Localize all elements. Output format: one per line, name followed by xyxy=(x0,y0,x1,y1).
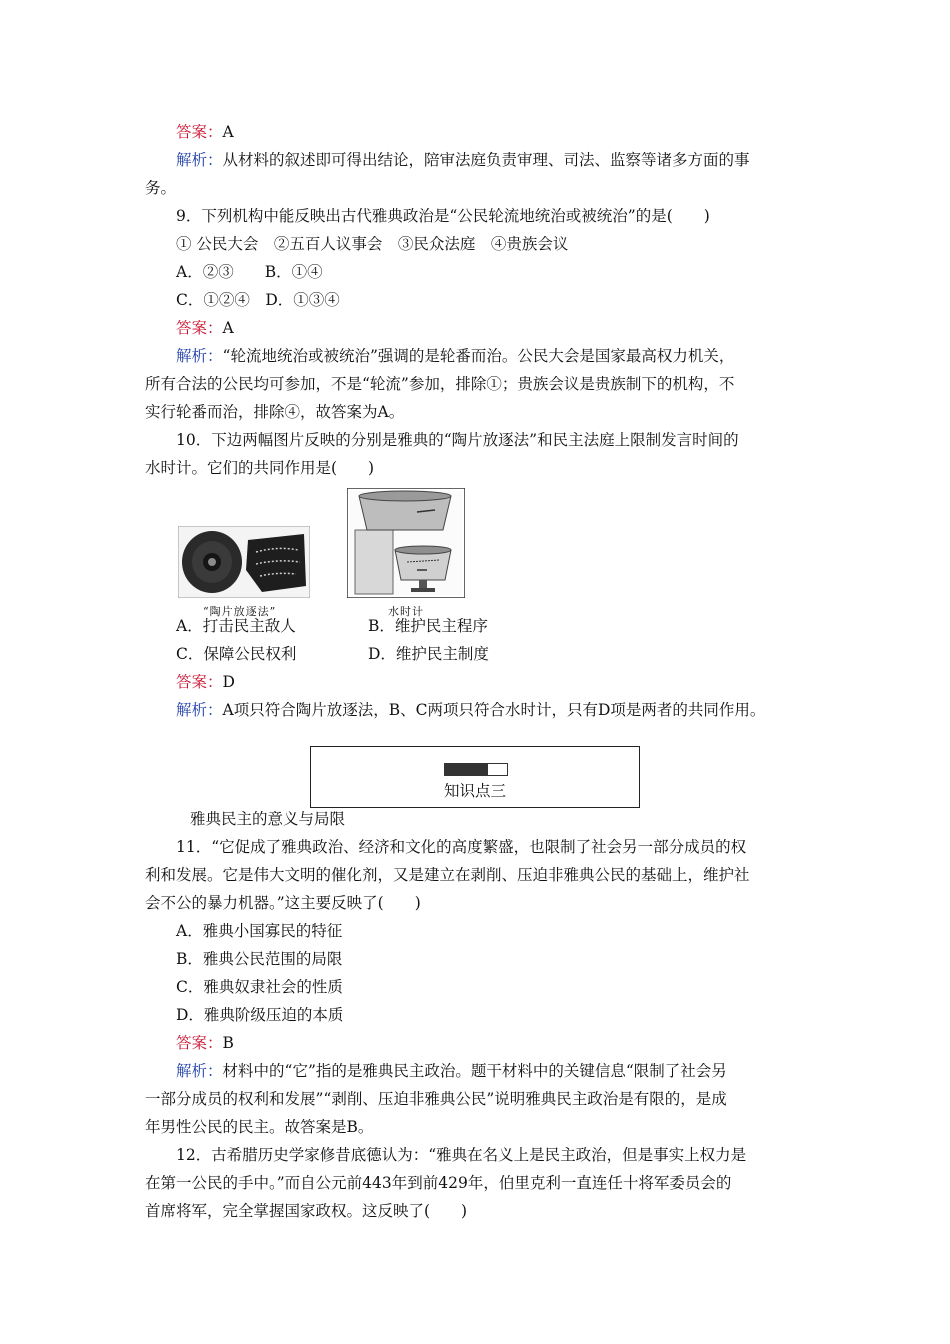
knowledge-point-bar-icon xyxy=(444,763,508,776)
analysis-text: “轮流地统治或被统治”强调的是轮番而治。公民大会是国家最高权力机关， xyxy=(222,347,735,365)
q11-stem-cont: 会不公的暴力机器。”这主要反映了( ) xyxy=(145,894,421,912)
knowledge-point-box xyxy=(310,746,640,808)
answer-value: A xyxy=(222,319,234,337)
q11-option-b: B．雅典公民范围的局限 xyxy=(176,950,343,968)
answer-value: B xyxy=(222,1034,234,1052)
q10-stem: 10．下边两幅图片反映的分别是雅典的“陶片放逐法”和民主法庭上限制发言时间的 xyxy=(176,431,739,449)
answer-label: 答案： xyxy=(176,1034,223,1052)
q9-options-row1: A．②③ B．①④ xyxy=(176,263,323,281)
q10-option-a: A．打击民主敌人 xyxy=(176,617,296,635)
q10-analysis xyxy=(176,699,841,721)
q11-option-d: D．雅典阶级压迫的本质 xyxy=(176,1006,344,1024)
q10-option-d: D．维护民主制度 xyxy=(368,645,489,663)
analysis-text: 从材料的叙述即可得出结论，陪审法庭负责审理、司法、监察等诸多方面的事 xyxy=(222,151,750,169)
analysis-label: 解析： xyxy=(176,701,223,719)
q9-analysis xyxy=(176,345,841,367)
q11-stem-cont: 利和发展。它是伟大文明的催化剂，又是建立在剥削、压迫非雅典公民的基础上，维护社 xyxy=(145,866,750,884)
q10-option-b: B．维护民主程序 xyxy=(368,617,488,635)
q9-answer xyxy=(176,317,841,339)
answer-label: 答案： xyxy=(176,673,223,691)
answer-value: A xyxy=(222,123,234,141)
analysis-label: 解析： xyxy=(176,151,223,169)
ostracon-caption: “陶片放逐法” xyxy=(203,605,277,618)
water-clock-photo xyxy=(347,488,465,598)
q11-analysis-cont: 一部分成员的权利和发展”“剥削、压迫非雅典公民”说明雅典民主政治是有限的，是成 xyxy=(145,1090,727,1108)
q8-analysis xyxy=(176,149,841,171)
q11-option-a: A．雅典小国寡民的特征 xyxy=(176,922,343,940)
q12-stem-cont: 在第一公民的手中。”而自公元前443年到前429年，伯里克利一直连任十将军委员会的 xyxy=(145,1174,732,1192)
q8-analysis-cont: 务。 xyxy=(145,179,177,197)
q11-answer xyxy=(176,1032,841,1054)
q11-option-c: C．雅典奴隶社会的性质 xyxy=(176,978,343,996)
q10-stem-cont: 水时计。它们的共同作用是( ) xyxy=(145,459,375,477)
answer-label: 答案： xyxy=(176,123,223,141)
analysis-label: 解析： xyxy=(176,1062,223,1080)
answer-value: D xyxy=(222,673,235,691)
q11-analysis-cont: 年男性公民的民主。故答案是B。 xyxy=(145,1118,374,1136)
analysis-text: A项只符合陶片放逐法，B、C两项只符合水时计，只有D项是两者的共同作用。 xyxy=(222,701,766,719)
analysis-label: 解析： xyxy=(176,347,223,365)
section-title: 雅典民主的意义与局限 xyxy=(190,810,346,828)
q10-answer xyxy=(176,671,841,693)
answer-label: 答案： xyxy=(176,319,223,337)
q9-analysis-cont: 实行轮番而治，排除④，故答案为A。 xyxy=(145,403,405,421)
analysis-text: 材料中的“它”指的是雅典民主政治。题干材料中的关键信息“限制了社会另 xyxy=(222,1062,727,1080)
knowledge-point-label: 知识点三 xyxy=(443,782,506,800)
q9-stem: 9．下列机构中能反映出古代雅典政治是“公民轮流地统治或被统治”的是( ) xyxy=(176,207,710,225)
water-clock-caption: 水时计 xyxy=(388,605,424,618)
q8-answer xyxy=(176,121,841,143)
q11-analysis xyxy=(176,1060,841,1082)
q12-stem-cont: 首席将军，完全掌握国家政权。这反映了( ) xyxy=(145,1202,468,1220)
q12-stem: 12．古希腊历史学家修昔底德认为：“雅典在名义上是民主政治，但是事实上权力是 xyxy=(176,1146,747,1164)
q9-items: ① 公民大会 ②五百人议事会 ③民众法庭 ④贵族会议 xyxy=(176,235,569,253)
ostracon-photo xyxy=(178,526,310,598)
q9-options-row2: C．①②④ D．①③④ xyxy=(176,291,340,309)
q11-stem: 11．“它促成了雅典政治、经济和文化的高度繁盛，也限制了社会另一部分成员的权 xyxy=(176,838,747,856)
q10-option-c: C．保障公民权利 xyxy=(176,645,297,663)
q9-analysis-cont: 所有合法的公民均可参加，不是“轮流”参加，排除①；贵族会议是贵族制下的机构，不 xyxy=(145,375,735,393)
